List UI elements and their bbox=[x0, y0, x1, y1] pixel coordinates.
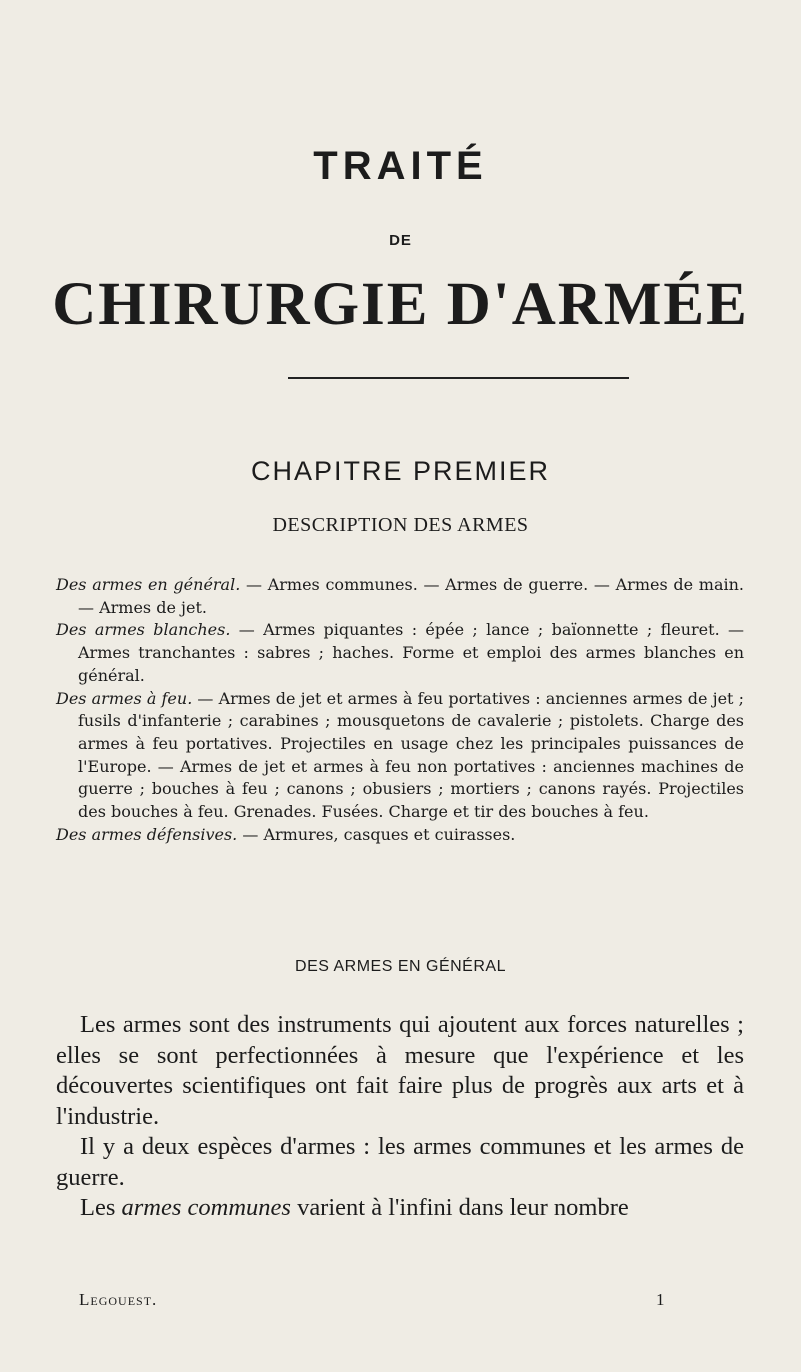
body-text bbox=[56, 1010, 744, 1224]
section-title: DES ARMES EN GÉNÉRAL bbox=[295, 958, 506, 975]
summary-lead: Des armes défensives. bbox=[56, 824, 238, 844]
body-paragraph-3 bbox=[56, 1193, 744, 1224]
summary-text: — Armes de jet et armes à feu portatives : anciennes armes de jet ; fusils d'infanterie ; carabines ; mousquetons de cavalerie ; pistolets. Charge des armes à feu portatives. Projectiles en usage chez les principales puissances de l'Europe. — Armes de jet et armes à feu non portatives : anciennes machines de guerre ; bouches à feu ; canons ; obusiers ; mortiers ; canons rayés. Projectiles des bouches à feu. Grenades. Fusées. Charge et tir des bouches à feu. bbox=[78, 688, 745, 822]
title-rule bbox=[288, 377, 629, 379]
summary-text: — Armures, casques et cuirasses. bbox=[237, 824, 516, 844]
title-traite: TRAITÉ bbox=[313, 144, 488, 188]
p3-end: varient à l'infini dans leur nombre bbox=[290, 1194, 629, 1221]
p3-start: Les bbox=[80, 1194, 122, 1221]
chapter-subheading: DESCRIPTION DES ARMES bbox=[272, 514, 529, 536]
summary-lead: Des armes en général. bbox=[56, 575, 241, 594]
body-paragraph-1: Les armes sont des instruments qui ajoutent aux forces naturelles ; elles se sont perfectionnées à mesure que l'expérience et les découvertes scientifiques ont fait faire plus de progrès aux arts et à l'industrie. bbox=[56, 1011, 744, 1130]
title-chirurgie: CHIRURGIE D'ARMÉE bbox=[52, 271, 749, 338]
chapter-summary bbox=[56, 574, 744, 846]
title-de: DE bbox=[389, 232, 412, 249]
summary-lead: Des armes blanches. bbox=[56, 620, 231, 640]
summary-item bbox=[56, 688, 744, 824]
summary-lead: Des armes à feu. bbox=[56, 688, 193, 708]
summary-text: — Armes piquantes : épée ; lance ; baïonnette ; fleuret. — Armes tranchantes : sabres ; haches. Forme et emploi des armes blanches en général. bbox=[78, 620, 745, 685]
body-paragraph-2: Il y a deux espèces d'armes : les armes communes et les armes de guerre. bbox=[56, 1133, 744, 1191]
p3-italic: armes communes bbox=[121, 1194, 291, 1221]
chapter-heading: CHAPITRE PREMIER bbox=[250, 456, 551, 486]
summary-item bbox=[56, 824, 744, 847]
page-number: 1 bbox=[656, 1290, 666, 1309]
summary-text: — Armes communes. — Armes de guerre. — Armes de main. — Armes de jet. bbox=[78, 575, 745, 617]
summary-item bbox=[56, 574, 744, 619]
footer-author: Legouest. bbox=[79, 1290, 158, 1309]
page-footer bbox=[79, 1290, 679, 1310]
summary-item bbox=[56, 619, 744, 687]
